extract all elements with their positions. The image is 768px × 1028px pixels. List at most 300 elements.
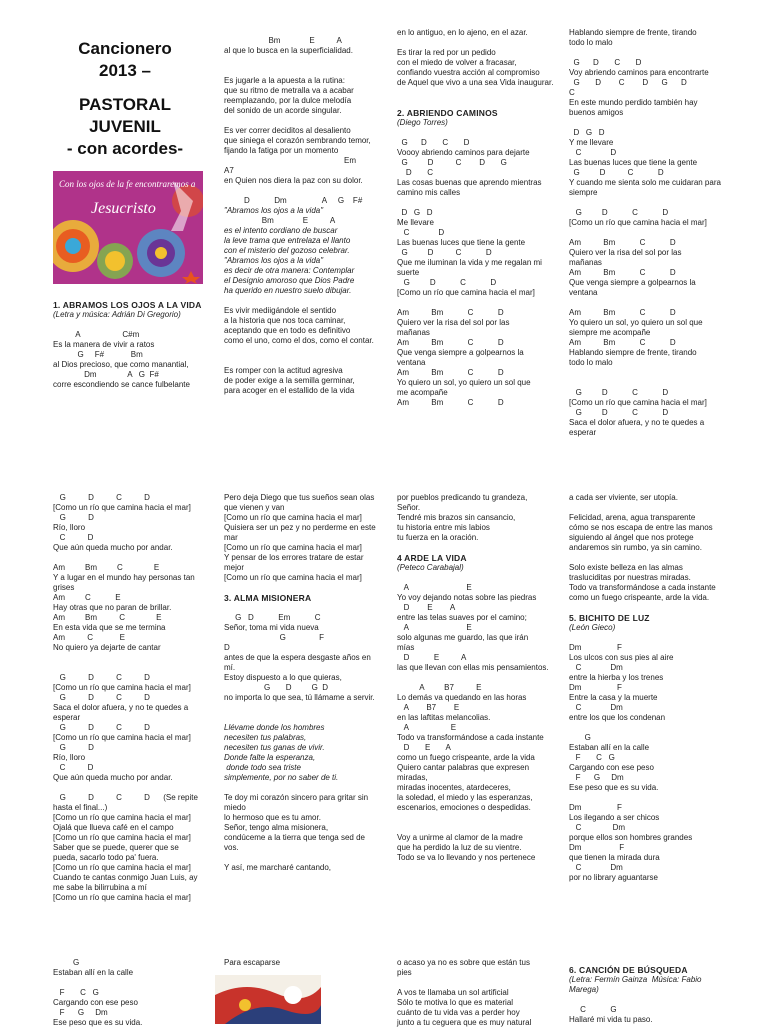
lyric-line: en Quien nos diera la paz con su dolor. bbox=[224, 176, 363, 185]
lyric-line: Am Bm C D bbox=[569, 268, 676, 277]
lyric-line: Voooy abriendo caminos para dejarte bbox=[397, 148, 530, 157]
title-line: PASTORAL bbox=[79, 95, 171, 114]
lyric-line bbox=[397, 198, 557, 208]
lyric-line: condúceme a la tierra que tenga sed de bbox=[224, 833, 365, 842]
lyric-line bbox=[224, 603, 384, 613]
lyric-line: "Abramos los ojos a la vida" bbox=[224, 256, 324, 265]
lyric-line: pies bbox=[397, 968, 412, 977]
lyric-line: siguiendo al ángel que nos protege bbox=[569, 533, 694, 542]
lyric-line bbox=[397, 543, 557, 553]
lyric-line: Voy a unirme al clamor de la madre bbox=[397, 833, 523, 842]
lyric-line: [Como un río que camina hacia el mar] bbox=[569, 398, 707, 407]
lyric-line: Es tirar la red por un pedido bbox=[397, 48, 496, 57]
lyric-line: miedo bbox=[224, 803, 246, 812]
lyric-line: Que aún queda mucho por andar. bbox=[53, 773, 173, 782]
lyric-line: No quiero ya dejarte de cantar bbox=[53, 643, 161, 652]
lyric-line: [Como un río que camina hacia el mar] bbox=[53, 863, 191, 872]
bottom-illustration bbox=[215, 975, 321, 1024]
lyric-line: G D C D G D bbox=[569, 78, 687, 87]
lyric-line: Es vivir mediigándole el sentido bbox=[224, 306, 337, 315]
title-line: Cancionero bbox=[78, 39, 172, 58]
lyric-line: tu fuerza en la oración. bbox=[397, 533, 479, 542]
lyric-line: D G D bbox=[569, 128, 605, 137]
lyric-line: A E bbox=[397, 583, 472, 592]
lyric-line: entre los que los condenan bbox=[569, 713, 666, 722]
lyric-line bbox=[569, 995, 739, 1005]
lyric-line: Cargando con ese peso bbox=[53, 998, 138, 1007]
lyric-line: Tendré mis brazos sin cansancio, bbox=[397, 513, 516, 522]
lyric-line: [Como un río que camina hacia el mar] bbox=[53, 683, 191, 692]
lyric-line: G D C D bbox=[397, 278, 497, 287]
lyric-line: G D C D bbox=[569, 168, 664, 177]
lyric-line: Ese peso que es su vida. bbox=[569, 783, 659, 792]
song-title: 5. BICHITO DE LUZ bbox=[569, 613, 650, 623]
lyric-line: siempre bbox=[569, 188, 598, 197]
lyric-line: C G bbox=[569, 1005, 617, 1014]
song-credits: (Letra y música: Adrián Di Gregorio) bbox=[53, 310, 181, 319]
lyric-line: todo lo malo bbox=[569, 38, 613, 47]
lyric-line bbox=[397, 813, 557, 823]
lyric-line: de poder exige a la semilla germinar, bbox=[224, 376, 355, 385]
lyric-line: C D bbox=[53, 763, 94, 772]
lyric-line: A C#m bbox=[53, 330, 140, 339]
lyric-line: Dm F bbox=[569, 843, 625, 852]
lyric-line: donde todo sea triste bbox=[224, 763, 301, 772]
column-1-middle bbox=[53, 493, 218, 903]
lyric-line: Am Bm C D bbox=[569, 238, 676, 247]
lyric-line: de Aquel que vivo a una sea Vida inaugurar. bbox=[397, 78, 554, 87]
lyric-line bbox=[53, 783, 218, 793]
lyric-line: lo hermoso que es tu amor. bbox=[224, 813, 321, 822]
lyric-line: En esta vida que se me termina bbox=[53, 623, 166, 632]
lyric-line bbox=[397, 128, 557, 138]
lyric-line: todo lo malo bbox=[569, 358, 613, 367]
lyric-line: Es romper con la actitud agresiva bbox=[224, 366, 343, 375]
lyric-line: [Como un río que camina hacia el mar] bbox=[224, 543, 362, 552]
lyric-line: G D C D bbox=[53, 493, 150, 502]
lyric-line: Las buenas luces que tiene la gente bbox=[397, 238, 526, 247]
lyric-line: Dm A G F# bbox=[53, 370, 159, 379]
column-2-bottom bbox=[224, 958, 384, 968]
lyric-line bbox=[224, 713, 384, 723]
lyric-line: Que venga siempre a golpearnos la bbox=[397, 348, 524, 357]
lyric-line: Ese peso que es su vida. bbox=[53, 1018, 143, 1027]
lyric-line: Me llevare bbox=[397, 218, 434, 227]
lyric-line: D Dm A G F# bbox=[224, 196, 363, 205]
cover-image bbox=[53, 171, 203, 284]
lyric-line: como un fuego crispeante, arde la vida bbox=[397, 753, 535, 762]
lyric-line bbox=[224, 346, 384, 356]
lyric-line: pueda, sacarlo todo pa' fuera. bbox=[53, 853, 159, 862]
lyric-line: tu historia entre mis labios bbox=[397, 523, 490, 532]
lyric-line: Am Bm C D bbox=[397, 308, 504, 317]
lyric-line: C D bbox=[569, 148, 617, 157]
lyric-line: Yo quiero un sol, yo quiero un sol que bbox=[397, 378, 531, 387]
song-title: 6. CANCIÓN DE BÚSQUEDA bbox=[569, 965, 688, 975]
lyric-line: por pueblos predicando tu grandeza, bbox=[397, 493, 528, 502]
lyric-line: "Abramos los ojos a la vida" bbox=[224, 206, 324, 215]
title-line: 2013 – bbox=[99, 61, 151, 80]
lyric-line: C Dm bbox=[569, 823, 626, 832]
lyric-line: al que lo busca en la superficialidad. bbox=[224, 46, 353, 55]
lyric-line: D bbox=[224, 643, 230, 652]
lyric-line bbox=[224, 296, 384, 306]
lyric-line: G F# Bm bbox=[53, 350, 143, 359]
lyric-line: C D bbox=[397, 228, 445, 237]
lyric-line bbox=[569, 723, 739, 733]
lyric-line: mejor bbox=[224, 563, 245, 572]
lyric-line: o acaso ya no es sobre que están tus bbox=[397, 958, 530, 967]
lyric-line: trasluciditas por nuestras miradas. bbox=[569, 573, 691, 582]
lyric-line: la soledad, el miedo y las esperanzas, bbox=[397, 793, 533, 802]
lyric-line: necesiten tus palabras, bbox=[224, 733, 307, 742]
lyric-line: Donde falte la esperanza, bbox=[224, 753, 316, 762]
lyric-line: andaremos sin rumbo, ya sin camino. bbox=[569, 543, 702, 552]
lyric-line: Saca el dolor afuera, y no te quedes a bbox=[53, 703, 189, 712]
lyric-line: Señor, tengo alma misionera, bbox=[224, 823, 329, 832]
lyric-line: Entre la casa y la muerte bbox=[569, 693, 658, 702]
lyric-line: C Dm bbox=[569, 863, 623, 872]
lyric-line: Señor, toma mi vida nueva bbox=[224, 623, 319, 632]
lyric-line bbox=[397, 673, 557, 683]
lyric-line: Todo va transformándose a cada instante bbox=[569, 583, 716, 592]
song-credits: (Diego Torres) bbox=[397, 118, 448, 127]
song-title: 4 ARDE LA VIDA bbox=[397, 553, 467, 563]
lyric-line: Am Bm C D bbox=[397, 338, 504, 347]
lyric-line: A B7 E bbox=[397, 683, 482, 692]
lyric-line: Am Bm C E bbox=[53, 613, 162, 622]
lyric-line bbox=[53, 653, 218, 663]
lyric-line bbox=[569, 503, 739, 513]
lyric-line: G D C D (Se repite bbox=[53, 793, 198, 802]
lyric-line: Hablando siempre de frente, tirando bbox=[569, 348, 697, 357]
lyric-line: que tienen la mirada dura bbox=[569, 853, 660, 862]
lyric-line: G D C D bbox=[569, 408, 669, 417]
lyric-line: aceptando que en todo es definitivo bbox=[224, 326, 351, 335]
lyric-line: mías bbox=[397, 643, 415, 652]
lyric-line: G F bbox=[224, 633, 325, 642]
lyric-line: Am Bm C D bbox=[569, 338, 676, 347]
lyric-line: me sabe la bilirrubina a mí bbox=[53, 883, 147, 892]
lyric-line: solo algunas me guardo, las que irán bbox=[397, 633, 529, 642]
lyric-line bbox=[53, 978, 218, 988]
lyric-line: buenos amigos bbox=[569, 108, 624, 117]
lyric-line: Estaban allí en la calle bbox=[569, 743, 650, 752]
lyric-line bbox=[569, 198, 739, 208]
lyric-line: F C G bbox=[53, 988, 99, 997]
lyric-line: la leve trama que entrelaza el llanto bbox=[224, 236, 351, 245]
lyric-line: Río, lloro bbox=[53, 523, 86, 532]
lyric-line: Am C E bbox=[53, 593, 121, 602]
illustration-art bbox=[215, 975, 321, 1024]
lyric-line: hasta el final...) bbox=[53, 803, 108, 812]
lyric-line bbox=[224, 703, 384, 713]
lyric-line: no importa lo que sea, tú llámame a servir. bbox=[224, 693, 375, 702]
lyric-line: D G D bbox=[397, 208, 433, 217]
lyric-line: en las laftitas melancolias. bbox=[397, 713, 491, 722]
column-4-bottom bbox=[569, 965, 739, 1025]
lyric-line: fijando la fatiga por un momento bbox=[224, 146, 339, 155]
lyric-line: me acompañe bbox=[397, 388, 448, 397]
lyric-line: Te doy mi corazón sincero para gritar sin bbox=[224, 793, 369, 802]
lyric-line: como un fuego crispeante, arde la vida. bbox=[569, 593, 710, 602]
lyric-line: a cada ser viviente, ser utopía. bbox=[569, 493, 678, 502]
lyric-line: porque ellos son hombres grandes bbox=[569, 833, 693, 842]
lyric-line: Señor. bbox=[397, 503, 421, 512]
lyric-line: Para escaparse bbox=[224, 958, 281, 967]
lyric-line: mañanas bbox=[397, 328, 430, 337]
song-title: 3. ALMA MISIONERA bbox=[224, 593, 312, 603]
lyric-line: Quiero cantar palabras que expresen bbox=[397, 763, 530, 772]
lyric-line: Estoy dispuesto a lo que quieras, bbox=[224, 673, 342, 682]
lyric-line: C bbox=[569, 88, 575, 97]
lyric-line: Yo voy dejando notas sobre las piedras bbox=[397, 593, 537, 602]
song-title: 2. ABRIENDO CAMINOS bbox=[397, 108, 498, 118]
lyric-line: Y me llevare bbox=[569, 138, 614, 147]
lyric-line: con el misterio del gozoso celebrar. bbox=[224, 246, 350, 255]
lyric-line: Bm E A bbox=[224, 216, 336, 225]
lyric-line: Quisiera ser un pez y no perderme en este bbox=[224, 523, 376, 532]
lyric-line: Hablando siempre de frente, tirando bbox=[569, 28, 697, 37]
cover-text: Con los ojos de la fe encontraremos a bbox=[59, 179, 196, 189]
lyric-line: Las cosas buenas que aprendo mientras bbox=[397, 178, 542, 187]
lyric-line: D C bbox=[397, 168, 434, 177]
lyric-line: G D G D bbox=[224, 683, 329, 692]
lyric-line: Solo existe belleza en las almas bbox=[569, 563, 683, 572]
lyric-line: A7 bbox=[224, 166, 234, 175]
lyric-line: miradas inocentes, atardeceres, bbox=[397, 783, 511, 792]
lyric-line: es decir de otra manera: Contemplar bbox=[224, 266, 355, 275]
lyric-line: antes de que la espera desgaste años en bbox=[224, 653, 371, 662]
lyric-line: Quiero ver la risa del sol por las bbox=[569, 248, 682, 257]
lyric-line: G D C D bbox=[397, 138, 470, 147]
lyric-line: ha querido en nuestro suelo dibujar. bbox=[224, 286, 352, 295]
lyric-line: escenarios, emociones o despedidas. bbox=[397, 803, 531, 812]
lyric-line: G D C D bbox=[569, 388, 669, 397]
lyric-line: G D C D G bbox=[397, 158, 507, 167]
lyric-line: G D bbox=[53, 513, 94, 522]
cancionero-title bbox=[40, 38, 210, 160]
lyric-line bbox=[224, 356, 384, 366]
lyric-line: Lo demás va quedando en las horas bbox=[397, 693, 527, 702]
lyric-line: [Como un río que camina hacia el mar] bbox=[53, 833, 191, 842]
lyric-line: Cuando te cantas conmigo Juan Luis, ay bbox=[53, 873, 198, 882]
lyric-line: Am Bm C D bbox=[397, 398, 504, 407]
column-1-top bbox=[53, 300, 218, 390]
lyric-line: C Dm bbox=[569, 703, 623, 712]
lyric-line: que vienen y van bbox=[224, 503, 285, 512]
lyric-line: G D C D bbox=[397, 248, 492, 257]
lyric-line: al Dios precioso, que como manantial, bbox=[53, 360, 189, 369]
lyric-line: Las buenas luces que tiene la gente bbox=[569, 158, 698, 167]
lyric-line: mar bbox=[224, 533, 238, 542]
lyric-line: que ha perdido la luz de su vientre. bbox=[397, 843, 522, 852]
lyric-line: corre escondiendo se cance fulbelante bbox=[53, 380, 190, 389]
lyric-line: Y pensar de los errores tratare de estar bbox=[224, 553, 364, 562]
lyric-line: Quiero ver la risa del sol por las bbox=[397, 318, 510, 327]
lyric-line: [Como un río que camina hacia el mar] bbox=[224, 513, 362, 522]
lyric-line: Saber que se puede, querer que se bbox=[53, 843, 179, 852]
lyric-line: que siniega el corazón sembrando temor, bbox=[224, 136, 371, 145]
lyric-line: las que llevan con ellas mis pensamientos. bbox=[397, 663, 549, 672]
lyric-line: Y cuando me sienta solo me cuidaran para bbox=[569, 178, 721, 187]
lyric-line bbox=[53, 553, 218, 563]
lyric-line: [Como un río que camina hacia el mar] bbox=[397, 288, 535, 297]
lyric-line bbox=[224, 583, 384, 593]
lyric-line: [Como un río que camina hacia el mar] bbox=[53, 733, 191, 742]
lyric-line: esperar bbox=[569, 428, 597, 437]
column-3-bottom bbox=[397, 958, 557, 1028]
column-2-top bbox=[224, 36, 384, 396]
lyric-line: miradas, bbox=[397, 773, 428, 782]
lyric-line bbox=[224, 186, 384, 196]
lyric-line: [Como un río que camina hacia el mar] bbox=[224, 573, 362, 582]
song-title: 1. ABRAMOS LOS OJOS A LA VIDA bbox=[53, 300, 202, 310]
lyric-line: Saca el dolor afuera, y no te quedes a bbox=[569, 418, 705, 427]
lyric-line bbox=[53, 320, 218, 330]
lyric-line: mí. bbox=[224, 663, 236, 672]
lyric-line: F C G bbox=[569, 753, 615, 762]
title-line: - con acordes- bbox=[66, 139, 184, 158]
lyric-line: [Como un río que camina hacia el mar] bbox=[53, 503, 191, 512]
lyric-line: Y a lugar en el mundo hay personas tan bbox=[53, 573, 195, 582]
lyric-line: camino mis calles bbox=[397, 188, 461, 197]
lyric-line: confiando vuestra acción al compromiso bbox=[397, 68, 540, 77]
lyric-line: Dm F bbox=[569, 683, 622, 692]
lyric-line: Y así, me marcharé cantando, bbox=[224, 863, 332, 872]
lyric-line: en lo antiguo, en lo ajeno, en el azar. bbox=[397, 28, 528, 37]
lyric-line: Dm F bbox=[569, 803, 622, 812]
lyric-line: siempre me acompañe bbox=[569, 328, 651, 337]
lyric-line bbox=[569, 228, 739, 238]
lyric-line: A vos te llamaba un sol artificial bbox=[397, 988, 509, 997]
lyric-line: junto a tu ceguera que es muy natural bbox=[397, 1018, 532, 1027]
lyric-line: A E bbox=[397, 723, 457, 732]
lyric-line: por no library aguantarse bbox=[569, 873, 658, 882]
lyric-line bbox=[569, 793, 739, 803]
lyric-line: esperar bbox=[53, 713, 81, 722]
lyric-line: Am C E bbox=[53, 633, 126, 642]
lyric-line: G D C D bbox=[569, 58, 642, 67]
lyric-line: simplemente, por no saber de ti. bbox=[224, 773, 339, 782]
lyric-line: A B7 E bbox=[397, 703, 460, 712]
lyric-line: Am Bm C D bbox=[397, 368, 504, 377]
lyric-line: Que venga siempre a golpearnos la bbox=[569, 278, 696, 287]
lyric-line bbox=[397, 38, 557, 48]
lyric-line bbox=[53, 663, 218, 673]
lyric-line: G D C D bbox=[53, 673, 150, 682]
lyric-line: G bbox=[569, 733, 591, 742]
lyric-line: Llévame donde los hombres bbox=[224, 723, 325, 732]
lyric-line bbox=[224, 116, 384, 126]
lyric-line: Bm E A bbox=[224, 36, 342, 45]
lyric-line: A E bbox=[397, 623, 472, 632]
lyric-line: necesiten tus ganas de vivir. bbox=[224, 743, 325, 752]
lyric-line: Voy abriendo caminos para encontrarte bbox=[569, 68, 709, 77]
lyric-line: vos. bbox=[224, 843, 239, 852]
lyric-line: con el miedo de volver a fracasar, bbox=[397, 58, 517, 67]
lyric-line bbox=[397, 298, 557, 308]
lyric-line: entre la hierba y los trenes bbox=[569, 673, 664, 682]
lyric-line: En este mundo perdido también hay bbox=[569, 98, 698, 107]
lyric-line: reemplazando, por la dulce melodía bbox=[224, 96, 352, 105]
lyric-line: Cargando con ese peso bbox=[569, 763, 654, 772]
lyric-line: D E A bbox=[397, 603, 456, 612]
lyric-line: mañanas bbox=[569, 258, 602, 267]
lyric-line: ventana bbox=[569, 288, 598, 297]
lyric-line: Que aún queda mucho por andar. bbox=[53, 543, 173, 552]
lyric-line: Em bbox=[224, 156, 357, 165]
lyric-line: F G Dm bbox=[569, 773, 624, 782]
lyric-line bbox=[569, 48, 739, 58]
lyric-line: Pero deja Diego que tus sueños sean olas bbox=[224, 493, 375, 502]
lyric-line bbox=[569, 298, 739, 308]
lyric-line bbox=[224, 783, 384, 793]
lyric-line: G D Em C bbox=[224, 613, 321, 622]
lyric-line: F G Dm bbox=[53, 1008, 108, 1017]
lyric-line: G D C D bbox=[53, 723, 150, 732]
lyric-line: C Dm bbox=[569, 663, 623, 672]
lyric-line bbox=[569, 633, 739, 643]
lyric-line bbox=[397, 88, 557, 98]
lyric-line: Es ver correr deciditos al desaliento bbox=[224, 126, 351, 135]
column-3-top bbox=[397, 28, 557, 408]
column-1-bottom bbox=[53, 958, 218, 1028]
lyric-line: Es la manera de vivir a ratos bbox=[53, 340, 155, 349]
cover-art bbox=[53, 171, 203, 284]
song-credits: Marega) bbox=[569, 985, 599, 994]
lyric-line: D E A bbox=[397, 743, 451, 752]
lyric-line: Yo quiero un sol, yo quiero un sol que bbox=[569, 318, 703, 327]
lyric-line bbox=[569, 378, 739, 388]
lyric-line: G D C D bbox=[569, 208, 669, 217]
lyric-line: Los ilegando a ser chicos bbox=[569, 813, 660, 822]
lyric-line: Hallaré mi vida tu paso. bbox=[569, 1015, 653, 1024]
lyric-line: Ojalá que llueva café en el campo bbox=[53, 823, 174, 832]
lyric-line bbox=[569, 603, 739, 613]
song-credits: (Letra: Fermín Gainza Música: Fabio bbox=[569, 975, 702, 984]
lyric-line: C D bbox=[53, 533, 94, 542]
lyric-line: Dm F bbox=[569, 643, 622, 652]
lyric-line bbox=[569, 368, 739, 378]
lyric-line: Río, lloro bbox=[53, 753, 86, 762]
lyric-line: para acoger en el estallido de la vida bbox=[224, 386, 355, 395]
lyric-line: [Como un río que camina hacia el mar] bbox=[53, 893, 191, 902]
lyric-line: Sólo te motiva lo que es material bbox=[397, 998, 514, 1007]
lyric-line: Am Bm C D bbox=[569, 308, 676, 317]
lyric-line: Felicidad, arena, agua transparente bbox=[569, 513, 696, 522]
lyric-line: Todo va transformándose a cada instante bbox=[397, 733, 544, 742]
lyric-line: G bbox=[53, 958, 80, 967]
lyric-line: [Como un río que camina hacia el mar] bbox=[569, 218, 707, 227]
lyric-line: Todo se va lo llevando y nos pertenece bbox=[397, 853, 536, 862]
lyric-line: Es jugarle a la apuesta a la rutina: bbox=[224, 76, 345, 85]
lyric-line bbox=[397, 98, 557, 108]
lyric-line bbox=[397, 573, 557, 583]
lyric-line: a la historia que nos toca caminar, bbox=[224, 316, 346, 325]
lyric-line bbox=[569, 118, 739, 128]
lyric-line: entre las telas suaves por el camino; bbox=[397, 613, 527, 622]
lyric-line: que su ritmo de metralla va a acabar bbox=[224, 86, 354, 95]
title-line: JUVENIL bbox=[89, 117, 161, 136]
lyric-line: Los ulcos con sus pies al aire bbox=[569, 653, 674, 662]
lyric-line bbox=[569, 553, 739, 563]
lyric-line: [Como un río que camina hacia el mar] bbox=[53, 813, 191, 822]
lyric-line bbox=[397, 823, 557, 833]
lyric-line: Estaban allí en la calle bbox=[53, 968, 134, 977]
lyric-line: Que me iluminan la vida y me regalan mi bbox=[397, 258, 542, 267]
column-2-middle bbox=[224, 493, 384, 873]
